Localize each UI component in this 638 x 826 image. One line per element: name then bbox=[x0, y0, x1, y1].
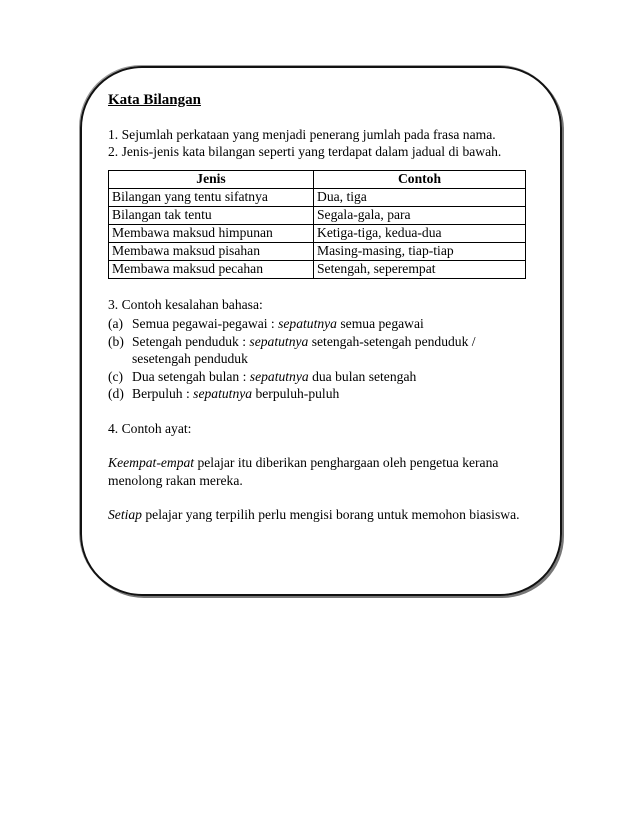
cell-contoh: Setengah, seperempat bbox=[314, 260, 526, 278]
point-1: 1. Sejumlah perkataan yang menjadi penerang jumlah pada frasa nama. bbox=[108, 126, 496, 142]
page-title: Kata Bilangan bbox=[108, 92, 201, 108]
correction-word: sepatutnya bbox=[249, 333, 309, 349]
highlight-word: Keempat-empat bbox=[108, 455, 195, 470]
correct-form: dua bulan setengah bbox=[308, 368, 417, 384]
table-header-row bbox=[109, 170, 526, 188]
correction-word: sepatutnya bbox=[278, 316, 337, 331]
item-marker: (d) bbox=[108, 386, 124, 401]
cell-contoh: Segala-gala, para bbox=[314, 206, 526, 224]
item-marker: (b) bbox=[108, 333, 124, 349]
table-row bbox=[109, 224, 526, 242]
example-sentence-1 bbox=[108, 454, 532, 489]
item-marker: (a) bbox=[108, 316, 124, 331]
list-item bbox=[108, 315, 532, 333]
item-marker: (c) bbox=[108, 368, 124, 384]
example-sentence-2 bbox=[108, 506, 532, 524]
cell-contoh: Masing-masing, tiap-tiap bbox=[314, 242, 526, 260]
table-row bbox=[109, 206, 526, 224]
sentence-rest: pelajar itu diberikan penghargaan oleh pengetua kerana menolong rakan mereka. bbox=[108, 455, 499, 488]
correction-word: sepatutnya bbox=[193, 386, 253, 401]
kata-bilangan-table bbox=[108, 170, 526, 279]
note-content bbox=[108, 92, 532, 524]
sentence-rest: pelajar yang terpilih perlu mengisi borang untuk memohon biasiswa. bbox=[141, 507, 520, 522]
cell-jenis: Bilangan yang tentu sifatnya bbox=[109, 188, 314, 206]
cell-contoh: Ketiga-tiga, kedua-dua bbox=[314, 224, 526, 242]
highlight-word: Setiap bbox=[108, 507, 142, 522]
wrong-form: Dua setengah bulan : bbox=[132, 368, 250, 384]
examples-heading: 4. Contoh ayat: bbox=[108, 420, 192, 436]
cell-contoh: Dua, tiga bbox=[314, 188, 526, 206]
wrong-form: Semua pegawai-pegawai : bbox=[132, 316, 279, 331]
correct-form: berpuluh-puluh bbox=[252, 386, 340, 401]
cell-jenis: Membawa maksud pisahan bbox=[109, 242, 314, 260]
list-item bbox=[108, 333, 532, 368]
header-contoh: Contoh bbox=[314, 170, 526, 188]
errors-list bbox=[108, 315, 532, 403]
wrong-form: Berpuluh : bbox=[132, 386, 194, 401]
wrong-form: Setengah penduduk : bbox=[132, 333, 250, 349]
list-item bbox=[108, 385, 532, 403]
table-row bbox=[109, 260, 526, 278]
list-item bbox=[108, 368, 532, 386]
correct-form: setengah-setengah penduduk / sesetengah penduduk bbox=[132, 333, 476, 366]
correction-word: sepatutnya bbox=[249, 368, 309, 384]
table-row bbox=[109, 188, 526, 206]
cell-jenis: Membawa maksud himpunan bbox=[109, 224, 314, 242]
point-2: 2. Jenis-jenis kata bilangan seperti yang terdapat dalam jadual di bawah. bbox=[108, 144, 502, 159]
cell-jenis: Membawa maksud pecahan bbox=[109, 260, 314, 278]
table-row bbox=[109, 242, 526, 260]
header-jenis: Jenis bbox=[109, 170, 314, 188]
correct-form: semua pegawai bbox=[336, 316, 424, 331]
cell-jenis: Bilangan tak tentu bbox=[109, 206, 314, 224]
errors-heading: 3. Contoh kesalahan bahasa: bbox=[108, 296, 263, 312]
